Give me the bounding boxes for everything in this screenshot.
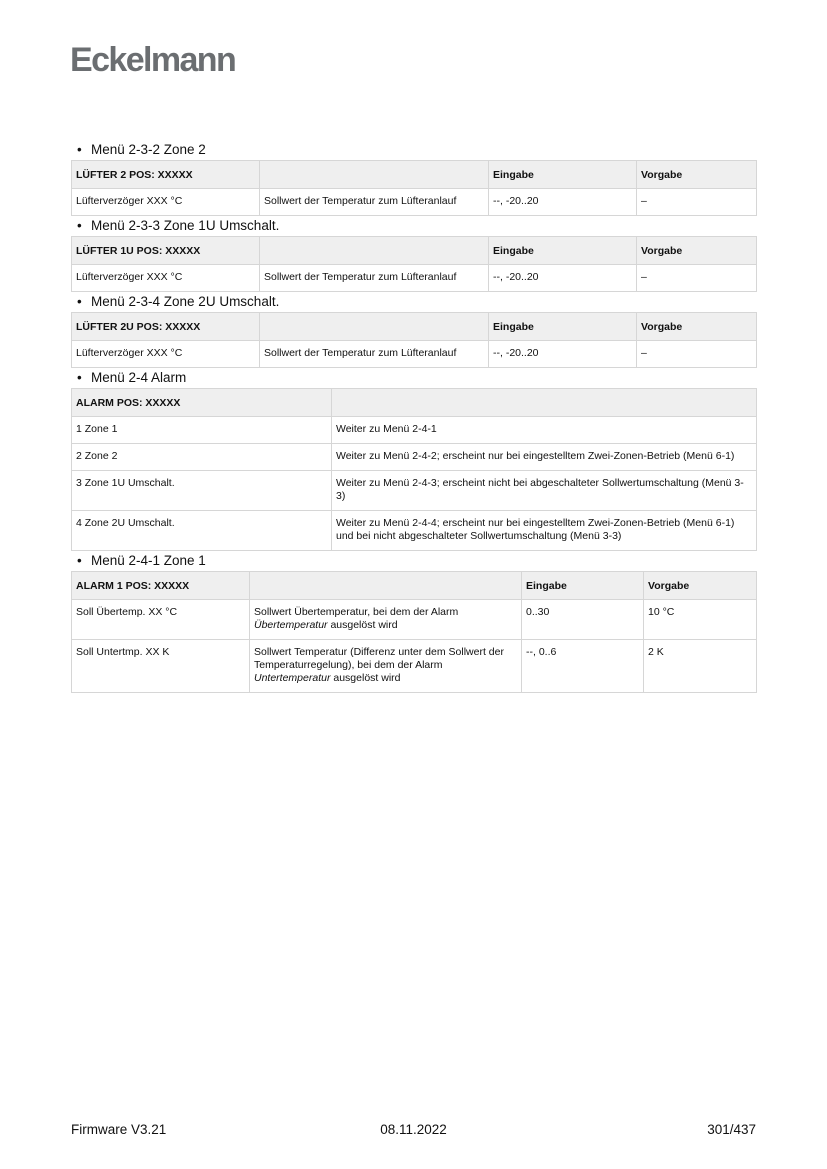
table-row: Soll Übertemp. XX °C Sollwert Übertemperatur, bei dem der Alarm Übertemperatur ausgelöst wird 0..30 10 °C [72, 600, 757, 640]
section-title-menu-2-3-3: • Menü 2-3-3 Zone 1U Umschalt. [77, 218, 280, 233]
table-menu-2-3-4 [71, 312, 757, 368]
table-menu-2-4 [71, 388, 757, 551]
section-title-menu-2-3-2: • Menü 2-3-2 Zone 2 [77, 142, 206, 157]
table-menu-2-4-1 [71, 571, 757, 693]
section-title-menu-2-4-1: • Menü 2-4-1 Zone 1 [77, 553, 206, 568]
description-cell: Sollwert Übertemperatur, bei dem der Alarm Übertemperatur ausgelöst wird [250, 600, 522, 640]
table-row: 2 Zone 2 Weiter zu Menü 2-4-2; erscheint nur bei eingestelltem Zwei-Zonen-Betrieb (Menü 6-1) [72, 444, 757, 471]
table-header-row: ALARM POS: XXXXX [72, 389, 757, 417]
bullet-icon: • [77, 142, 82, 157]
table-row: Lüfterverzöger XXX °C Sollwert der Temperatur zum Lüfteranlauf --, -20..20 – [72, 265, 757, 292]
table-row: 3 Zone 1U Umschalt. Weiter zu Menü 2-4-3; erscheint nicht bei abgeschalteter Sollwertumschaltung (Menü 3-3) [72, 471, 757, 511]
table-header-row: LÜFTER 1U POS: XXXXX Eingabe Vorgabe [72, 237, 757, 265]
table-header-row: ALARM 1 POS: XXXXX Eingabe Vorgabe [72, 572, 757, 600]
section-title-menu-2-3-4: • Menü 2-3-4 Zone 2U Umschalt. [77, 294, 280, 309]
page-footer [71, 1122, 756, 1140]
bullet-icon: • [77, 553, 82, 568]
table-row: Soll Untertmp. XX K Sollwert Temperatur (Differenz unter dem Sollwert der Temperaturregelung), bei dem der Alarm Untertemperatur ausgelöst wird --, 0..6 2 K [72, 640, 757, 693]
firmware-version: Firmware V3.21 [71, 1122, 167, 1137]
page-content [71, 141, 756, 694]
bullet-icon: • [77, 370, 82, 385]
bullet-icon: • [77, 218, 82, 233]
table-menu-2-3-3 [71, 236, 757, 292]
section-title-menu-2-4: • Menü 2-4 Alarm [77, 370, 187, 385]
table-menu-2-3-2 [71, 160, 757, 216]
description-cell: Sollwert Temperatur (Differenz unter dem Sollwert der Temperaturregelung), bei dem der Alarm Untertemperatur ausgelöst wird [250, 640, 522, 693]
document-date: 08.11.2022 [380, 1122, 447, 1137]
table-row: Lüfterverzöger XXX °C Sollwert der Temperatur zum Lüfteranlauf --, -20..20 – [72, 189, 757, 216]
eckelmann-logo: Eckelmann [70, 41, 236, 79]
table-row: 4 Zone 2U Umschalt. Weiter zu Menü 2-4-4; erscheint nur bei eingestelltem Zwei-Zonen-Betrieb (Menü 6-1) und bei nicht abgeschalteter Sollwertumschaltung (Menü 3-3) [72, 511, 757, 551]
table-header-row: LÜFTER 2U POS: XXXXX Eingabe Vorgabe [72, 313, 757, 341]
page-number: 301/437 [707, 1122, 756, 1137]
bullet-icon: • [77, 294, 82, 309]
table-row: 1 Zone 1 Weiter zu Menü 2-4-1 [72, 417, 757, 444]
table-header-row: LÜFTER 2 POS: XXXXX Eingabe Vorgabe [72, 161, 757, 189]
table-row: Lüfterverzöger XXX °C Sollwert der Temperatur zum Lüfteranlauf --, -20..20 – [72, 341, 757, 368]
